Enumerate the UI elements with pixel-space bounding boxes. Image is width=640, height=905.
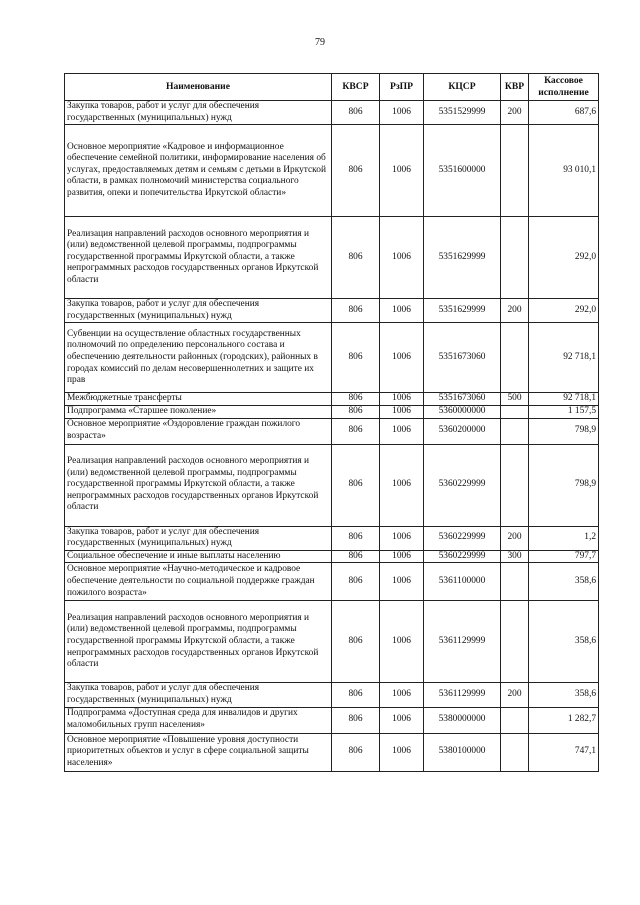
table-row <box>65 707 599 733</box>
row-amount: 798,9 <box>529 418 599 444</box>
row-kcsr: 5380000000 <box>424 707 501 733</box>
row-kvr <box>501 125 529 217</box>
row-kvr: 500 <box>501 393 529 406</box>
row-rzpr: 1006 <box>380 393 424 406</box>
row-kcsr: 5351673060 <box>424 393 501 406</box>
row-rzpr: 1006 <box>380 733 424 771</box>
row-amount: 1,2 <box>529 526 599 550</box>
row-kvr: 300 <box>501 550 529 563</box>
table-row <box>65 526 599 550</box>
row-kcsr: 5361100000 <box>424 563 501 601</box>
row-amount: 797,7 <box>529 550 599 563</box>
row-rzpr: 1006 <box>380 323 424 393</box>
row-kvr <box>501 444 529 526</box>
row-amount: 687,6 <box>529 101 599 125</box>
page-number: 79 <box>315 37 325 48</box>
row-kvsr: 806 <box>332 405 380 418</box>
row-kvsr: 806 <box>332 299 380 323</box>
row-name: Реализация направлений расходов основного мероприятия и (или) ведомственной целевой программы, подпрограммы государственной программы Иркутской области, а также непрограммных расходов государственных органов Иркутской области <box>65 444 332 526</box>
row-kcsr: 5351529999 <box>424 101 501 125</box>
row-kvsr: 806 <box>332 125 380 217</box>
row-rzpr: 1006 <box>380 418 424 444</box>
table-row <box>65 405 599 418</box>
row-kvsr: 806 <box>332 444 380 526</box>
row-amount: 92 718,1 <box>529 323 599 393</box>
row-kvsr: 806 <box>332 101 380 125</box>
row-kcsr: 5351629999 <box>424 299 501 323</box>
row-amount: 358,6 <box>529 683 599 707</box>
table-row <box>65 601 599 683</box>
budget-table <box>64 73 599 772</box>
row-kvr: 200 <box>501 683 529 707</box>
table-row <box>65 683 599 707</box>
row-name: Межбюджетные трансферты <box>65 393 332 406</box>
row-kvr <box>501 405 529 418</box>
header-kvr: КВР <box>501 74 529 101</box>
table-header-row <box>65 74 599 101</box>
row-amount: 292,0 <box>529 217 599 299</box>
row-kvsr: 806 <box>332 683 380 707</box>
row-name: Реализация направлений расходов основного мероприятия и (или) ведомственной целевой программы, подпрограммы государственной программы Иркутской области, а также непрограммных расходов государственных органов Иркутской области <box>65 217 332 299</box>
row-name: Подпрограмма «Старшее поколение» <box>65 405 332 418</box>
row-kvsr: 806 <box>332 563 380 601</box>
row-name: Основное мероприятие «Научно-методическое и кадровое обеспечение деятельности по социальной поддержке граждан пожилого возраста» <box>65 563 332 601</box>
row-kvsr: 806 <box>332 601 380 683</box>
row-kvsr: 806 <box>332 550 380 563</box>
row-kcsr: 5351629999 <box>424 217 501 299</box>
row-rzpr: 1006 <box>380 601 424 683</box>
row-rzpr: 1006 <box>380 405 424 418</box>
row-kvr: 200 <box>501 101 529 125</box>
row-amount: 358,6 <box>529 563 599 601</box>
row-name: Закупка товаров, работ и услуг для обеспечения государственных (муниципальных) нужд <box>65 683 332 707</box>
row-kcsr: 5360229999 <box>424 550 501 563</box>
table-row <box>65 217 599 299</box>
row-amount: 358,6 <box>529 601 599 683</box>
row-name: Закупка товаров, работ и услуг для обеспечения государственных (муниципальных) нужд <box>65 101 332 125</box>
row-name: Закупка товаров, работ и услуг для обеспечения государственных (муниципальных) нужд <box>65 299 332 323</box>
table-row <box>65 393 599 406</box>
row-name: Реализация направлений расходов основного мероприятия и (или) ведомственной целевой программы, подпрограммы государственной программы Иркутской области, а также непрограммных расходов государственных органов Иркутской области <box>65 601 332 683</box>
row-kcsr: 5361129999 <box>424 683 501 707</box>
row-kvsr: 806 <box>332 217 380 299</box>
header-name: Наименование <box>65 74 332 101</box>
table-row <box>65 444 599 526</box>
row-kvr: 200 <box>501 526 529 550</box>
header-kvsr: КВСР <box>332 74 380 101</box>
row-rzpr: 1006 <box>380 217 424 299</box>
row-kcsr: 5361129999 <box>424 601 501 683</box>
row-kvr <box>501 733 529 771</box>
row-kvr <box>501 563 529 601</box>
row-name: Закупка товаров, работ и услуг для обеспечения государственных (муниципальных) нужд <box>65 526 332 550</box>
row-kcsr: 5351600000 <box>424 125 501 217</box>
row-rzpr: 1006 <box>380 550 424 563</box>
row-name: Основное мероприятие «Оздоровление граждан пожилого возраста» <box>65 418 332 444</box>
header-kcsr: КЦСР <box>424 74 501 101</box>
row-rzpr: 1006 <box>380 707 424 733</box>
row-rzpr: 1006 <box>380 444 424 526</box>
row-kcsr: 5360229999 <box>424 526 501 550</box>
row-kvr <box>501 418 529 444</box>
row-amount: 798,9 <box>529 444 599 526</box>
row-kcsr: 5360000000 <box>424 405 501 418</box>
row-kcsr: 5380100000 <box>424 733 501 771</box>
row-amount: 292,0 <box>529 299 599 323</box>
table-row <box>65 563 599 601</box>
row-kvr <box>501 707 529 733</box>
table-row <box>65 299 599 323</box>
row-rzpr: 1006 <box>380 526 424 550</box>
row-rzpr: 1006 <box>380 299 424 323</box>
row-kvsr: 806 <box>332 393 380 406</box>
row-kvsr: 806 <box>332 526 380 550</box>
table-row <box>65 125 599 217</box>
row-rzpr: 1006 <box>380 683 424 707</box>
row-amount: 92 718,1 <box>529 393 599 406</box>
row-name: Основное мероприятие «Повышение уровня доступности приоритетных объектов и услуг в сфере социальной защиты населения» <box>65 733 332 771</box>
row-name: Основное мероприятие «Кадровое и информационное обеспечение семейной политики, информирование населения об услугах, предоставляемых детям и семьям с детьми в Иркутской области, в рамках полномочий министерства социального развития, опеки и попечительства Иркутской области» <box>65 125 332 217</box>
header-amount: Кассовое исполнение <box>529 74 599 101</box>
row-name: Социальное обеспечение и иные выплаты населению <box>65 550 332 563</box>
row-kvsr: 806 <box>332 323 380 393</box>
row-kvr: 200 <box>501 299 529 323</box>
table-row <box>65 418 599 444</box>
table-row <box>65 323 599 393</box>
row-kvr <box>501 323 529 393</box>
row-kvsr: 806 <box>332 707 380 733</box>
row-rzpr: 1006 <box>380 563 424 601</box>
table-row <box>65 550 599 563</box>
row-kvsr: 806 <box>332 733 380 771</box>
row-amount: 1 157,5 <box>529 405 599 418</box>
row-kvr <box>501 217 529 299</box>
row-rzpr: 1006 <box>380 101 424 125</box>
table-row <box>65 101 599 125</box>
row-kcsr: 5351673060 <box>424 323 501 393</box>
row-kvr <box>501 601 529 683</box>
header-rzpr: РзПР <box>380 74 424 101</box>
row-amount: 93 010,1 <box>529 125 599 217</box>
row-amount: 747,1 <box>529 733 599 771</box>
row-name: Субвенции на осуществление областных государственных полномочий по определению персонального состава и обеспечению деятельности районных (городских), районных в городах комиссий по делам несовершеннолетних и защите их прав <box>65 323 332 393</box>
row-kcsr: 5360200000 <box>424 418 501 444</box>
table-row <box>65 733 599 771</box>
row-kcsr: 5360229999 <box>424 444 501 526</box>
row-name: Подпрограмма «Доступная среда для инвалидов и других маломобильных групп населения» <box>65 707 332 733</box>
row-amount: 1 282,7 <box>529 707 599 733</box>
row-kvsr: 806 <box>332 418 380 444</box>
row-rzpr: 1006 <box>380 125 424 217</box>
